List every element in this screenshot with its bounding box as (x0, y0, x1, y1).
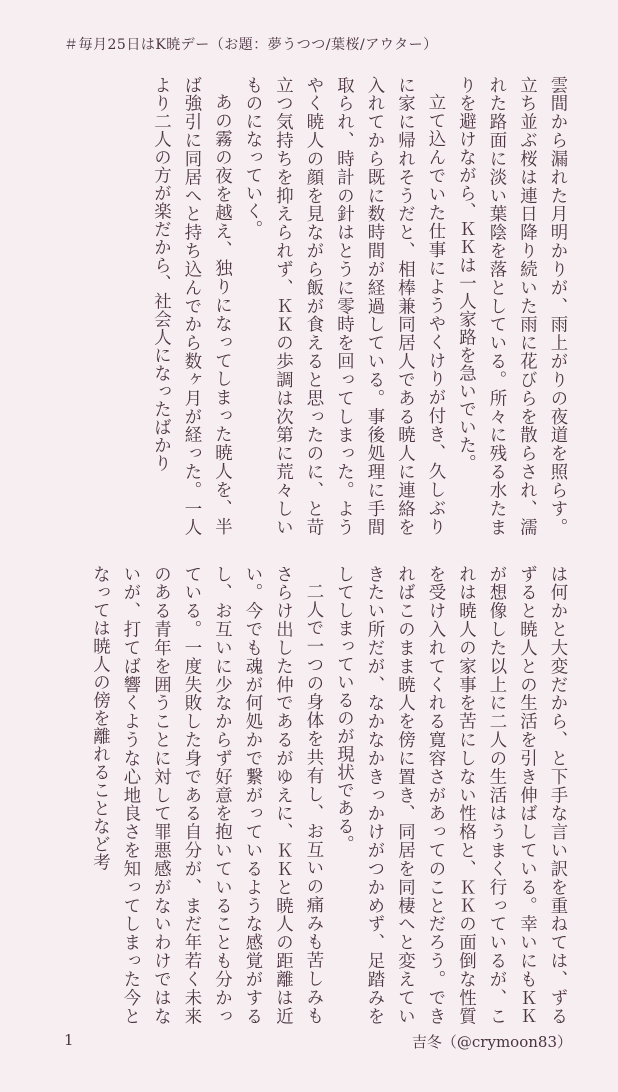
text-block-bottom (60, 565, 572, 1025)
paragraph: あの霧の夜を越え、独りになってしまった暁人を、半ば強引に同居へと持ち込んでから数ヶ月が経った。一人より二人の方が楽だから、社会人になったばかり (150, 76, 232, 536)
page-header: ＃毎月25日はK暁デー（お題：夢うつつ/葉桜/アウター） (64, 37, 438, 53)
paragraph: 立て込んでいた仕事にようやくけりが付き、久しぶりに家に帰れそうだと、相棒兼同居人である暁人に連絡を入れてから既に数時間が経過している。事後処理に手間取られ、時計の針はとうに零時を回ってしまった。ようやく暁人の顔を見ながら飯が食えると思ったのに、と苛立つ気持ちを抑えられず、ＫＫの歩調は次第に荒々しいものになっていく。 (242, 76, 445, 536)
paragraph: 二人で一つの身体を共有し、お互いの痛みも苦しみもさらけ出した仲であるがゆえに、ＫＫと暁人の距離は近い。今でも魂が何処かで繋がっているような感覚がするし、お互いに少なからず好意を抱いていることも分かっている。一度失敗した身である自分が、まだ年若く未来のある青年を囲うことに対して罪悪感がないわけではないが、打てば響くような心地良さを知ってしまった今となっては暁人の傍を離れることなど考 (89, 565, 323, 1025)
page-number: 1 (64, 1031, 74, 1049)
paragraph: 雲間から漏れた月明かりが、雨上がりの夜道を照らす。立ち並ぶ桜は連日降り続いた雨に花びらを散らされ、濡れた路面に淡い葉陰を落としている。所々に残る水たまりを避けながら、ＫＫは一人家路を急いでいた。 (455, 76, 567, 536)
paragraph: は何かと大変だから、と下手な言い訳を重ねては、ずるずると暁人との生活を引き伸ばしている。幸いにもＫＫが想像した以上に二人の生活はうまく行っているが、これは暁人の家事を苦にしない性格と、ＫＫの面倒な性質を受け入れてくれる寛容さがあってのことだろう。できればこのまま暁人を傍に置き、同居を同棲へと変えていきたい所だが、なかなかきっかけがつかめず、足踏みをしてしまっているのが現状である。 (333, 565, 567, 1025)
text-block-top (60, 76, 572, 536)
author-credit: 吉冬（@crymoon83） (411, 1033, 572, 1051)
